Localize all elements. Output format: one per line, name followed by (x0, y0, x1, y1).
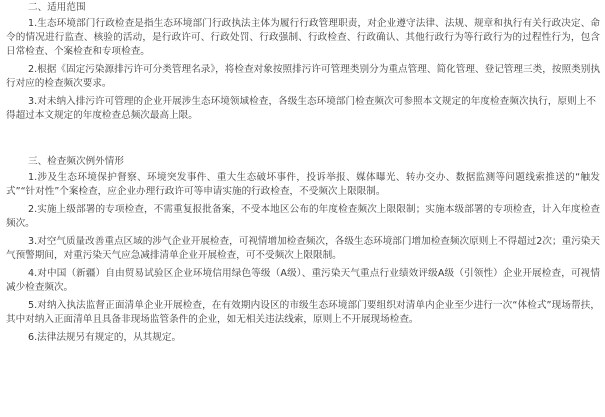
section-title-exceptions: 三、检查频次例外情形 (28, 156, 124, 167)
section-title-scope: 二、适用范围 (28, 2, 86, 13)
exception-paragraph-1: 1.涉及生态环境保护督察、环境突发事件、重大生态破坏事件，投诉举报、媒体曝光、转办交办、数据监测等问题线索推送的“触发式”“针对性”个案检查，应企业办理行政许可等申请实施的行政检查，不受频次上限限制。 (6, 172, 600, 197)
scope-paragraph-2: 2.根据《固定污染源排污许可分类管理名录》，将检查对象按照排污许可管理类别分为重点管理、简化管理、登记管理三类，按照类别执行对应的检查频次要求。 (6, 64, 600, 89)
exception-paragraph-3: 3.对空气质量改善重点区域的涉气企业开展检查，可视情增加检查频次，各级生态环境部门增加检查频次原则上不得超过2次；重污染天气预警期间，对重污染天气应急减排清单企业开展检查，可不受频次上限限制。 (6, 236, 600, 261)
exception-paragraph-2: 2.实施上级部署的专项检查，不需重复报批备案，不受本地区公布的年度检查频次上限限制；实施本级部署的专项检查，计入年度检查频次。 (6, 204, 600, 229)
scope-paragraph-3: 3.对未纳入排污许可管理的企业开展涉生态环境领域检查，各级生态环境部门检查频次可参照本文规定的年度检查频次执行，原则上不得超过本文规定的年度检查总频次最高上限。 (6, 96, 596, 121)
document (6, 1, 600, 349)
exception-paragraph-5: 5.对纳入执法监督正面清单企业开展检查，在有效期内设区的市级生态环境部门要组织对清单内企业至少进行一次“体检式”现场帮扶，其中对纳入正面清单且具备非现场监管条件的企业，如无相关违法线索，原则上不开展现场检查。 (6, 300, 600, 325)
exception-paragraph-4: 4.对中国（新疆）自由贸易试验区企业环境信用绿色等级（A级）、重污染天气重点行业绩效评级A级（引领性）企业开展检查，可视情减少检查频次。 (6, 268, 600, 293)
section-gap (6, 127, 600, 155)
scope-paragraph-1: 1.生态环境部门行政检查是指生态环境部门行政执法主体为履行行政管理职责，对企业遵守法律、法规、规章和执行有关行政决定、命令的情况进行监查、核验的活动，是行政许可、行政处罚、行政强制、行政检查、行政确认、其他行政行为等行政行为的过程性行为，包含日常检查、个案检查和专项检查。 (6, 18, 600, 57)
exception-paragraph-6: 6.法律法规另有规定的，从其规定。 (28, 332, 182, 343)
